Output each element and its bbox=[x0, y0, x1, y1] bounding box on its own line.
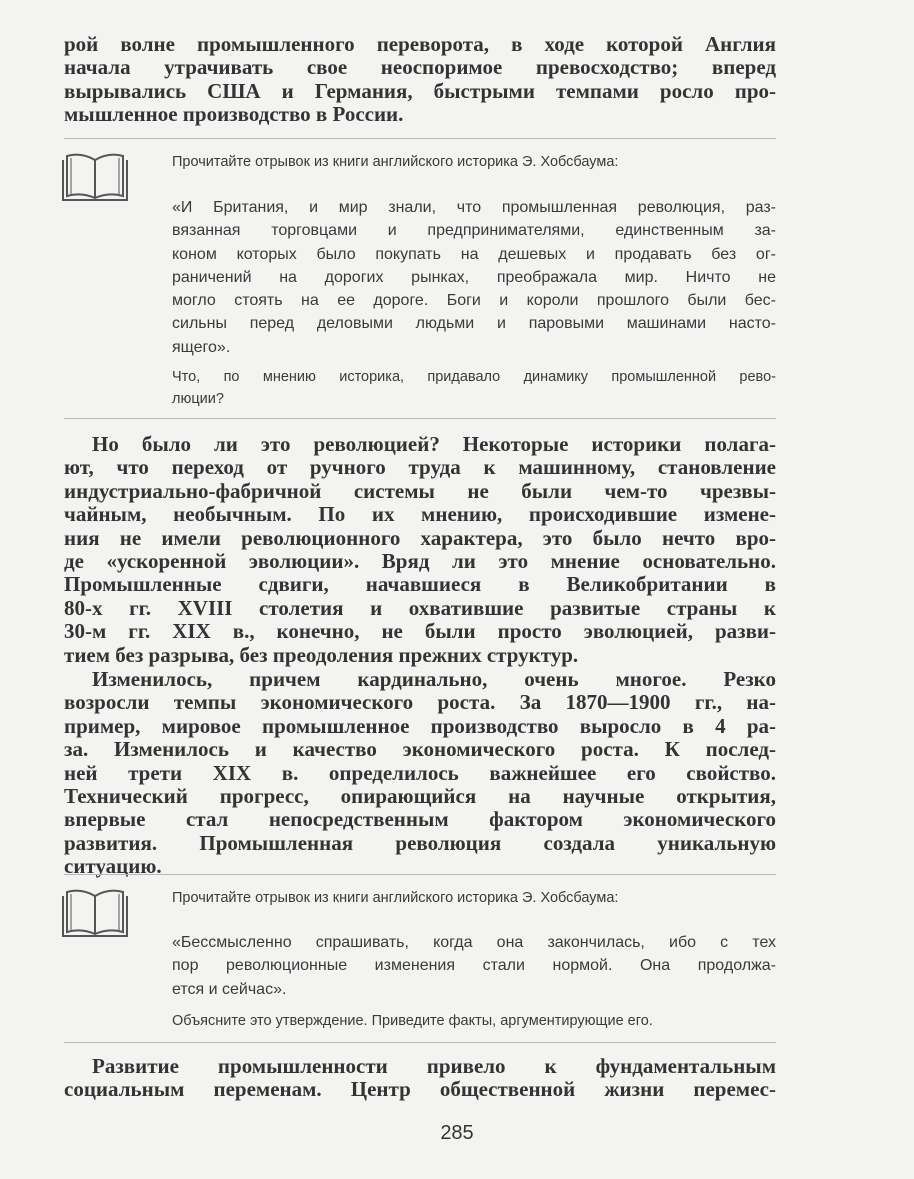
excerpt-quote-2 bbox=[172, 931, 776, 1001]
text-line: рой волне промышленного переворота, в ходе которой Англия bbox=[64, 33, 776, 56]
paragraph-social-changes bbox=[64, 1055, 776, 1102]
paragraph-revolution bbox=[64, 433, 776, 667]
text-line: де «ускоренной эволюции». Вряд ли это мнение основательно. bbox=[64, 549, 776, 573]
divider bbox=[64, 874, 776, 875]
text-line: Технический прогресс, опирающийся на научные открытия, bbox=[64, 784, 776, 808]
quote-line: пор революционные изменения стали нормой. Она продолжа- bbox=[172, 957, 776, 975]
quote-line: сильны перед деловыми людьми и паровыми машинами насто- bbox=[172, 315, 776, 333]
excerpt-intro: Прочитайте отрывок из книги английского историка Э. Хобсбаума: bbox=[172, 890, 619, 906]
text-line: Изменилось, причем кардинально, очень многое. Резко bbox=[92, 668, 776, 691]
top-paragraph bbox=[64, 33, 776, 127]
text-line: индустриально-фабричной системы не были чем-то чрезвы- bbox=[64, 479, 776, 503]
quote-line: «И Британия, и мир знали, что промышленная революция, раз- bbox=[172, 199, 776, 216]
text-line: 30-м гг. XIX в., конечно, не были просто эволюцией, разви- bbox=[64, 620, 776, 644]
text-line: Промышленные сдвиги, начавшиеся в Великобритании в bbox=[64, 573, 776, 597]
excerpt-question-2 bbox=[172, 1010, 776, 1032]
quote-line: «Бессмысленно спрашивать, когда она закончилась, ибо с тех bbox=[172, 934, 776, 951]
quote-line: коном которых было покупать на дешевых и продавать без ог- bbox=[172, 245, 776, 263]
text-line: пример, мировое промышленное производство выросло в 4 ра- bbox=[64, 714, 776, 738]
quote-line: раничений на дорогих рынках, преображала мир. Ничто не bbox=[172, 268, 776, 286]
text-line: социальным переменам. Центр общественной жизни перемес- bbox=[64, 1078, 776, 1102]
question-line: люции? bbox=[172, 391, 224, 407]
text-line: впервые стал непосредственным фактором экономического bbox=[64, 808, 776, 832]
text-line: чайным, необычным. По их мнению, происходившие измене- bbox=[64, 503, 776, 527]
text-line: Но было ли это революцией? Некоторые историки полага- bbox=[92, 433, 776, 456]
text-line: вырывались США и Германия, быстрыми темпами росло про- bbox=[64, 79, 776, 103]
excerpt-box-1 bbox=[172, 152, 776, 172]
divider bbox=[64, 138, 776, 139]
excerpt-quote-1 bbox=[172, 196, 776, 359]
text-line: ситуацию. bbox=[64, 855, 162, 879]
page-number: 285 bbox=[440, 1122, 474, 1144]
text-line: развития. Промышленная революция создала уникальную bbox=[64, 831, 776, 855]
quote-line: могло стоять на ее дороге. Боги и короли прошлого были бес- bbox=[172, 292, 776, 310]
text-line: Развитие промышленности привело к фундаментальным bbox=[92, 1055, 776, 1078]
divider bbox=[64, 1042, 776, 1043]
text-line: за. Изменилось и качество экономического роста. К послед- bbox=[64, 738, 776, 762]
excerpt-question-1 bbox=[172, 366, 776, 410]
open-book-icon bbox=[59, 150, 131, 206]
quote-line: ется и сейчас». bbox=[172, 980, 287, 998]
text-line: начала утрачивать свое неоспоримое превосходство; вперед bbox=[64, 56, 776, 80]
open-book-icon bbox=[59, 886, 131, 942]
excerpt-box-2 bbox=[172, 888, 776, 908]
text-line: ют, что переход от ручного труда к машинному, становление bbox=[64, 456, 776, 480]
quote-line: вязанная торговцами и предпринимателями, единственным за- bbox=[172, 222, 776, 240]
question-line: Что, по мнению историка, придавало динамику промышленной рево- bbox=[172, 369, 776, 385]
divider bbox=[64, 418, 776, 419]
text-line: возросли темпы экономического роста. За 1870—1900 гг., на- bbox=[64, 691, 776, 715]
text-line: ния не имели революционного характера, это было нечто вро- bbox=[64, 526, 776, 550]
question-line: Объясните это утверждение. Приведите факты, аргументирующие его. bbox=[172, 1013, 653, 1029]
text-line: мышленное производство в России. bbox=[64, 103, 404, 127]
text-line: ней трети XIX в. определилось важнейшее его свойство. bbox=[64, 761, 776, 785]
quote-line: ящего». bbox=[172, 338, 231, 356]
paragraph-changes bbox=[64, 668, 776, 879]
text-line: 80-х гг. XVIII столетия и охватившие развитые страны к bbox=[64, 596, 776, 620]
text-line: тием без разрыва, без преодоления прежних структур. bbox=[64, 643, 579, 667]
excerpt-intro: Прочитайте отрывок из книги английского историка Э. Хобсбаума: bbox=[172, 154, 619, 170]
